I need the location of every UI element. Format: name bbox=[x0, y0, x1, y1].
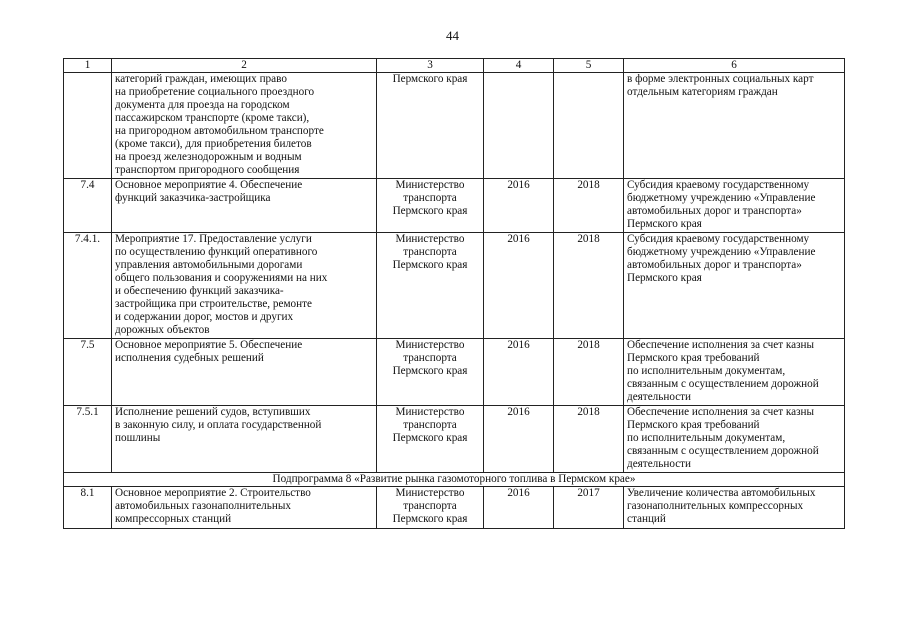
column-number: 6 bbox=[624, 59, 845, 73]
end-year: 2018 bbox=[554, 339, 624, 406]
measure-name: категорий граждан, имеющих право на приобретение социального проездного документа для проезда на городском пассажирском транспорте (кроме такси), на пригородном автомобильном транспорте (кроме такси), для приобретения билетов на проезд железнодорожным и водным транспортом пригородного сообщения bbox=[112, 73, 377, 179]
executor: Пермского края bbox=[377, 73, 484, 179]
column-number: 5 bbox=[554, 59, 624, 73]
start-year: 2016 bbox=[484, 233, 554, 339]
executor: Министерство транспорта Пермского края bbox=[377, 339, 484, 406]
table-row bbox=[64, 233, 845, 339]
start-year: 2016 bbox=[484, 339, 554, 406]
column-number: 3 bbox=[377, 59, 484, 73]
expected-result: Увеличение количества автомобильных газонаполнительных компрессорных станций bbox=[624, 487, 845, 529]
end-year bbox=[554, 73, 624, 179]
column-number: 2 bbox=[112, 59, 377, 73]
start-year: 2016 bbox=[484, 179, 554, 233]
end-year: 2018 bbox=[554, 179, 624, 233]
executor: Министерство транспорта Пермского края bbox=[377, 179, 484, 233]
page-number: 44 bbox=[446, 28, 459, 43]
row-number: 7.4 bbox=[64, 179, 112, 233]
expected-result: в форме электронных социальных карт отдельным категориям граждан bbox=[624, 73, 845, 179]
expected-result: Субсидия краевому государственному бюджетному учреждению «Управление автомобильных дорог и транспорта» Пермского края bbox=[624, 179, 845, 233]
column-number: 1 bbox=[64, 59, 112, 73]
column-number-row bbox=[64, 59, 845, 73]
executor: Министерство транспорта Пермского края bbox=[377, 233, 484, 339]
row-number: 7.5 bbox=[64, 339, 112, 406]
executor: Министерство транспорта Пермского края bbox=[377, 406, 484, 473]
expected-result: Обеспечение исполнения за счет казны Пермского края требований по исполнительным документам, связанным с осуществлением дорожной деятельности bbox=[624, 406, 845, 473]
start-year: 2016 bbox=[484, 406, 554, 473]
end-year: 2018 bbox=[554, 233, 624, 339]
expected-result: Обеспечение исполнения за счет казны Пермского края требований по исполнительным документам, связанным с осуществлением дорожной деятельности bbox=[624, 339, 845, 406]
table-row bbox=[64, 406, 845, 473]
column-number: 4 bbox=[484, 59, 554, 73]
start-year: 2016 bbox=[484, 487, 554, 529]
measures-table bbox=[63, 58, 845, 529]
row-number: 7.5.1 bbox=[64, 406, 112, 473]
subprogram-title: Подпрограмма 8 «Развитие рынка газомоторного топлива в Пермском крае» bbox=[64, 473, 845, 487]
subprogram-row bbox=[64, 473, 845, 487]
table-row bbox=[64, 487, 845, 529]
executor: Министерство транспорта Пермского края bbox=[377, 487, 484, 529]
row-number bbox=[64, 73, 112, 179]
table-row bbox=[64, 339, 845, 406]
measure-name: Основное мероприятие 2. Строительство автомобильных газонаполнительных компрессорных станций bbox=[112, 487, 377, 529]
measure-name: Мероприятие 17. Предоставление услуги по осуществлению функций оперативного управления автомобильными дорогами общего пользования и сооружениями на них и обеспечению функций заказчика- застройщика при строительстве, ремонте и содержании дорог, мостов и других дорожных объектов bbox=[112, 233, 377, 339]
start-year bbox=[484, 73, 554, 179]
table-row bbox=[64, 179, 845, 233]
row-number: 7.4.1. bbox=[64, 233, 112, 339]
row-number: 8.1 bbox=[64, 487, 112, 529]
end-year: 2017 bbox=[554, 487, 624, 529]
measure-name: Исполнение решений судов, вступивших в законную силу, и оплата государственной пошлины bbox=[112, 406, 377, 473]
expected-result: Субсидия краевому государственному бюджетному учреждению «Управление автомобильных дорог и транспорта» Пермского края bbox=[624, 233, 845, 339]
measure-name: Основное мероприятие 4. Обеспечение функций заказчика-застройщика bbox=[112, 179, 377, 233]
end-year: 2018 bbox=[554, 406, 624, 473]
measure-name: Основное мероприятие 5. Обеспечение исполнения судебных решений bbox=[112, 339, 377, 406]
table-row bbox=[64, 73, 845, 179]
